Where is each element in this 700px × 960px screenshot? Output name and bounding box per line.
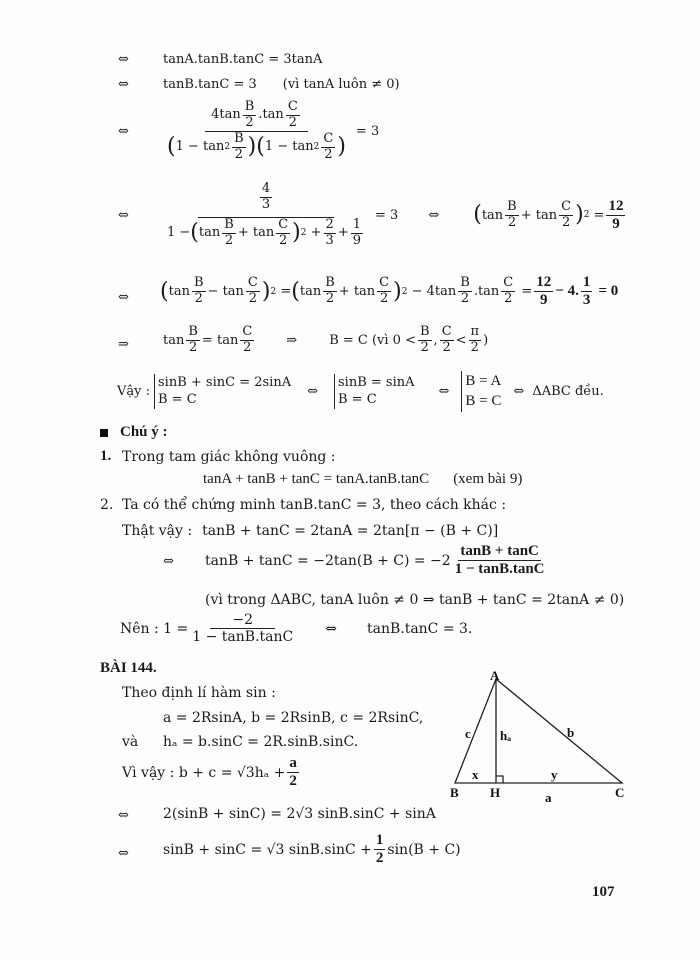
t: sinB + sinC = √3 sinB.sinC + [163, 841, 372, 858]
t: tan [198, 224, 221, 240]
page-number: 107 [592, 884, 615, 900]
t: a [287, 755, 299, 773]
t: 1 [374, 832, 386, 850]
right-angle-mark [496, 776, 503, 783]
triangle-abc [455, 679, 622, 783]
t: 1 − tanB.tanC [454, 561, 545, 578]
t: Vì vậy : b + c = [122, 764, 233, 781]
t: tan [252, 224, 275, 240]
t: tan [222, 284, 244, 300]
t: C [242, 324, 253, 339]
t: = 3 [375, 207, 399, 223]
iff-symbol: ⇔ [513, 383, 525, 399]
eq-text: tanB.tanC = 3 [163, 77, 257, 92]
t: 1. [100, 448, 112, 464]
t: , [433, 332, 438, 348]
t: 3 [582, 292, 591, 309]
t: C [287, 99, 298, 114]
t: tan [535, 207, 558, 223]
t: B = A [465, 373, 502, 389]
t: 12 [534, 274, 553, 292]
label-side-c: c [465, 726, 471, 741]
iff-symbol: ⇔ [118, 846, 129, 861]
iff-symbol: ⇔ [307, 383, 318, 399]
t: + [310, 224, 322, 240]
t: (xem bài 9) [453, 471, 523, 487]
t: 9 [540, 292, 548, 309]
note: (vì tanA luôn ≠ 0) [282, 77, 400, 92]
t: Ta có thể chứng minh tanB.tanC = 3, theo cách khác : [122, 497, 507, 513]
t: 2. [100, 497, 114, 513]
t: 2 [460, 291, 470, 307]
t: π [470, 324, 480, 339]
t: 1 [581, 274, 593, 292]
t: ( [167, 134, 176, 160]
t: 2 [561, 214, 571, 230]
t: hₐ = b.sinC = 2R.sinB.sinC. [163, 734, 359, 750]
t: −2 [210, 612, 275, 629]
t: 1 − [167, 224, 191, 240]
t: 3 [325, 232, 334, 248]
t: 9 [352, 232, 362, 248]
t: B [325, 275, 335, 291]
t: 2 [324, 146, 333, 162]
t: B [244, 99, 255, 114]
t: .tan [473, 284, 500, 300]
t: 2 [583, 210, 590, 221]
label-side-a: a [545, 790, 552, 805]
t: 2 [194, 291, 203, 307]
t: sin(B + C) [387, 841, 461, 858]
t: 2 [420, 339, 429, 355]
t: 2 [279, 232, 288, 248]
iff-symbol: ⇔ [163, 554, 174, 569]
label-c-vertex: C [615, 785, 625, 800]
t: tan [168, 284, 190, 300]
t: − 4tan [411, 284, 457, 300]
t: C [278, 216, 289, 232]
t: Vậy : [117, 383, 150, 399]
t: 2 [375, 850, 384, 867]
implies-symbol: ⇒ [286, 332, 298, 348]
t: = 3 [355, 123, 380, 139]
t: 2 [401, 286, 408, 297]
t: + [337, 224, 349, 240]
t: sinB = sinA [338, 374, 415, 390]
t: B = C (vì 0 < [329, 332, 416, 348]
t: 2 [248, 291, 258, 307]
iff-symbol: ⇔ [118, 77, 129, 92]
t: B [234, 130, 244, 146]
t: tanB.tanC = 3. [366, 620, 473, 637]
t: B [224, 216, 234, 232]
t: 2 [189, 339, 198, 355]
t: − 4. [555, 283, 579, 300]
t: 1 [352, 216, 362, 232]
iff-symbol: ⇔ [118, 208, 129, 223]
t: C [379, 275, 390, 291]
iff-symbol: ⇔ [118, 808, 129, 823]
t: ) [337, 134, 346, 160]
label-side-b: b [567, 725, 575, 740]
t: < [455, 332, 467, 348]
implies-symbol: ⇒ [118, 337, 129, 352]
t: Theo định lí hàm sin : [122, 685, 276, 701]
t: tanB + tanC [458, 543, 541, 561]
t: ( [190, 220, 199, 246]
label-h: H [490, 785, 501, 800]
label-y: y [551, 767, 558, 782]
t: tanA + tanB + tanC = tanA.tanB.tanC [203, 471, 430, 487]
t: tan [481, 207, 504, 223]
t: 2 [313, 142, 320, 153]
t: tan [353, 284, 376, 300]
t: − [207, 284, 219, 300]
t: = [201, 332, 213, 348]
t: và [122, 734, 139, 750]
t: + [338, 284, 350, 300]
t: B [419, 324, 430, 339]
iff-symbol: ⇔ [428, 207, 440, 223]
t: C [561, 198, 572, 214]
t: = 0 [598, 283, 619, 300]
t: 2 [442, 339, 451, 355]
t: C [441, 324, 452, 339]
t: 2 [289, 773, 297, 790]
t: a = 2RsinA, b = 2RsinB, c = 2RsinC, [163, 710, 424, 726]
t: 2 [245, 114, 254, 130]
t: ) [393, 278, 402, 304]
t: C [503, 275, 514, 291]
t: 2 [325, 216, 334, 232]
t: tanB + tanC = 2tanA = 2tan[π − (B + C)] [202, 523, 499, 539]
t: 2 [325, 291, 335, 307]
t: √3 [236, 764, 255, 781]
t: 2 [234, 146, 244, 162]
t: Chú ý : [120, 424, 168, 440]
t: C [247, 275, 258, 291]
t: ) [261, 278, 271, 304]
iff-symbol: ⇔ [118, 124, 129, 139]
equation-line-1: tanA.tanB.tanC = 3tanA [163, 52, 323, 67]
t: ) [575, 202, 584, 228]
t: 3 [261, 196, 271, 212]
t: 1 − tan [175, 138, 225, 154]
iff-symbol: ⇔ [438, 383, 450, 399]
label-x: x [472, 767, 479, 782]
t: 1 − tanB.tanC [192, 629, 294, 646]
t: 1 − tan [264, 138, 314, 154]
t: 2 [300, 228, 307, 239]
t: 2 [224, 142, 231, 153]
t: B [507, 198, 517, 214]
t: B [460, 275, 470, 291]
t: tanB + tanC = −2tan(B + C) = −2 [205, 552, 451, 569]
t: tan [299, 284, 322, 300]
t: B [193, 275, 204, 291]
t: 2(sinB + sinC) = 2√3 sinB.sinC + sinA [163, 806, 436, 822]
t: = [280, 284, 292, 300]
label-a-vertex: A [490, 668, 500, 683]
t: .tan [258, 106, 284, 122]
label-b-vertex: B [450, 785, 459, 800]
iff-symbol: ⇔ [325, 620, 337, 637]
t: + [520, 207, 532, 223]
t: + [237, 224, 249, 240]
iff-symbol: ⇔ [118, 290, 129, 305]
t: 2 [470, 339, 479, 355]
t: ) [247, 134, 257, 160]
t: Thật vậy : [122, 523, 193, 539]
t: ) [483, 332, 489, 348]
t: 2 [380, 291, 389, 307]
t: tan [163, 332, 185, 348]
t: = [521, 284, 533, 300]
t: sinB + sinC = 2sinA [158, 374, 292, 390]
t: 2 [288, 114, 297, 130]
t: 9 [612, 215, 620, 232]
t: 2 [504, 291, 513, 307]
t: C [323, 130, 334, 146]
t: B = C [465, 393, 502, 410]
t: B = C [338, 392, 377, 408]
t: 4 [261, 181, 271, 196]
label-height: hₐ [500, 728, 512, 743]
t: ( [473, 202, 482, 228]
t: ( [256, 134, 265, 160]
item-2-note: (vì trong ΔABC, tanA luôn ≠ 0 ⇒ tanB + tanC = 2tanA ≠ 0) [205, 592, 625, 608]
t: ΔABC đều. [532, 383, 604, 399]
iff-symbol: ⇔ [118, 52, 129, 67]
t: hₐ + [254, 764, 286, 781]
t: 4tan [211, 106, 241, 122]
t: ( [291, 278, 300, 304]
t: 2 [224, 232, 234, 248]
t: 2 [507, 214, 517, 230]
t: Nên : 1 = [120, 620, 189, 637]
t: B [188, 324, 198, 339]
t: 12 [606, 198, 625, 216]
t: 2 [243, 339, 252, 355]
t: = [593, 207, 605, 223]
t: 2 [270, 286, 277, 297]
t: ( [160, 278, 169, 304]
t: B = C [158, 392, 197, 408]
exercise-title: BÀI 144. [100, 660, 157, 676]
t: tan [216, 332, 239, 348]
t: ) [292, 220, 301, 246]
t: Trong tam giác không vuông : [122, 448, 336, 465]
